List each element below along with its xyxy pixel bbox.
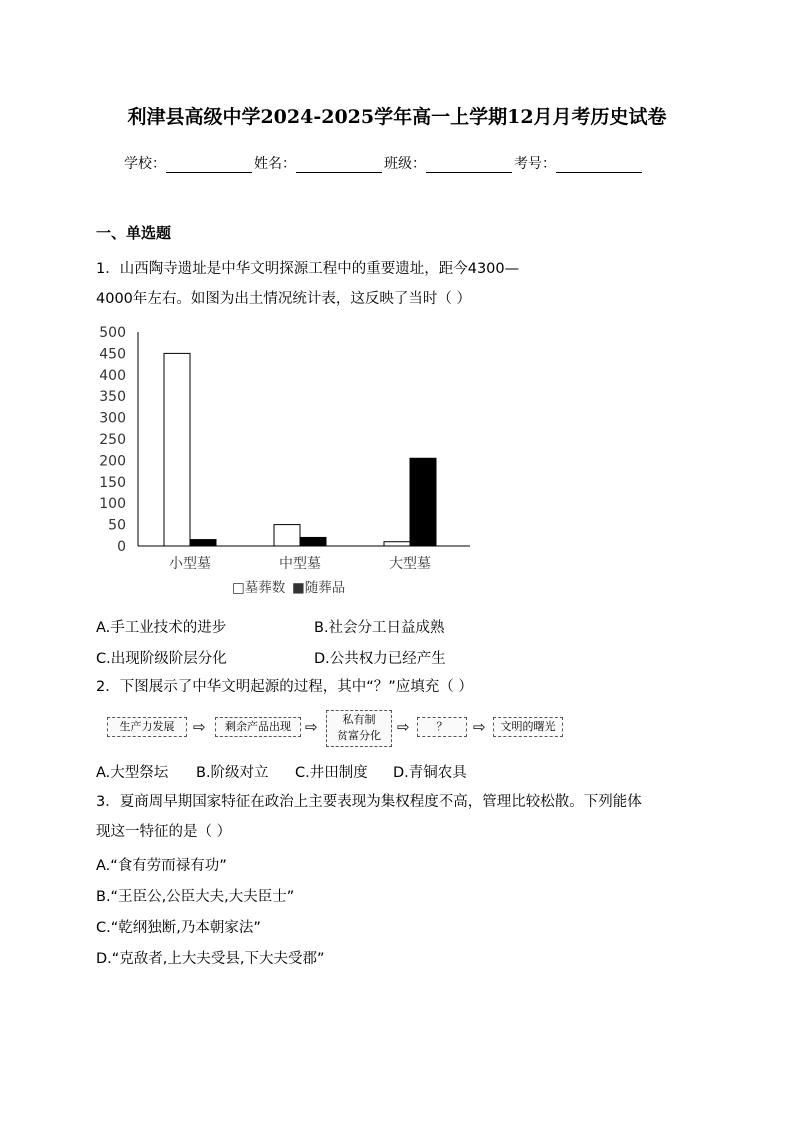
q3-option-b[interactable]: B.“王臣公,公臣大夫,大夫臣士” (96, 889, 295, 905)
q2-option-b[interactable]: B.阶级对立 (196, 765, 269, 781)
flow-step-unknown: ？ (417, 717, 467, 737)
student-info-fields (124, 153, 644, 173)
flow-arrow-icon: ⇨ (473, 718, 486, 736)
y-tick-label: 200 (99, 453, 126, 470)
q1-option-c[interactable]: C.出现阶级阶层分化 (96, 651, 227, 667)
q1-stem-line2: 4000年左右。如图为出土情况统计表，这反映了当时（ ） (96, 291, 472, 307)
x-tick-label: 小型墓 (169, 556, 211, 572)
y-tick-label: 250 (99, 432, 126, 448)
bar-burial-goods (300, 537, 326, 546)
flow-step-private-ownership (326, 710, 392, 747)
q1-stem-line1: 1．山西陶寺遗址是中华文明探源工程中的重要遗址，距今4300— (96, 261, 520, 277)
bar-tomb-count (384, 542, 410, 546)
y-tick-label: 350 (99, 389, 126, 406)
flow-arrow-icon: ⇨ (193, 718, 206, 736)
exam-number-blank[interactable] (556, 156, 642, 173)
y-tick-label: 450 (99, 346, 126, 363)
flow-step-productivity: 生产力发展 (107, 717, 187, 737)
q3-option-c[interactable]: C.“乾纲独断,乃本朝家法” (96, 920, 261, 936)
section-heading: 一、单选题 (96, 224, 172, 242)
class-blank[interactable] (426, 156, 512, 173)
school-label: 学校： (124, 156, 166, 172)
q3-option-d[interactable]: D.“克敌者,上大夫受县,下大夫受郡” (96, 951, 325, 967)
page-title: 利津县高级中学2024-2025学年高一上学期12月月考历史试卷 (127, 106, 667, 128)
flow-step-private-ownership-line1: 私有制 (342, 713, 376, 726)
legend-item: □墓葬数 (232, 580, 286, 596)
flow-step-dawn-of-civilization: 文明的曙光 (493, 717, 563, 737)
y-tick-label: 300 (99, 410, 126, 427)
civilization-origin-flowchart (107, 710, 567, 746)
bar-tomb-count (164, 353, 190, 546)
y-tick-label: 400 (99, 367, 126, 384)
y-tick-label: 100 (99, 496, 126, 513)
flow-step-surplus (215, 717, 301, 737)
x-tick-label: 大型墓 (389, 556, 431, 572)
q3-stem-line1: 3．夏商周早期国家特征在政治上主要表现为集权程度不高，管理比较松散。下列能体 (96, 794, 642, 810)
class-label: 班级： (384, 156, 426, 172)
q2-option-a[interactable]: A.大型祭坛 (96, 765, 169, 781)
flow-arrow-icon: ⇨ (305, 718, 318, 736)
legend-item: ■随葬品 (292, 580, 346, 596)
flow-step-private-ownership-line2: 贫富分化 (337, 729, 381, 742)
name-blank[interactable] (296, 156, 382, 173)
q3-stem-line2: 现这一特征的是（ ） (96, 824, 232, 840)
y-tick-label: 50 (108, 517, 126, 534)
q1-option-b[interactable]: B.社会分工日益成熟 (314, 620, 445, 636)
bar-burial-goods (190, 540, 216, 546)
q3-option-a[interactable]: A.“食有劳而禄有功” (96, 858, 227, 874)
q2-stem: 2．下图展示了中华文明起源的过程，其中“？”应填充（ ） (96, 679, 473, 695)
exam-number-label: 考号： (514, 156, 556, 172)
q2-option-d[interactable]: D.青铜农具 (393, 765, 467, 781)
flow-arrow-icon: ⇨ (397, 718, 410, 736)
q1-option-a[interactable]: A.手工业技术的进步 (96, 620, 227, 636)
y-tick-label: 0 (117, 539, 126, 555)
flow-step-surplus-label: 剩余产品出现 (225, 720, 291, 733)
school-blank[interactable] (166, 156, 252, 173)
tomb-statistics-bar-chart (96, 320, 476, 602)
y-tick-label: 500 (99, 325, 126, 341)
bar-tomb-count (274, 525, 300, 546)
y-tick-label: 150 (99, 474, 126, 491)
name-label: 姓名： (254, 156, 296, 172)
bar-burial-goods (410, 458, 436, 546)
q2-option-c[interactable]: C.井田制度 (295, 765, 368, 781)
q1-option-d[interactable]: D.公共权力已经产生 (314, 651, 446, 667)
x-tick-label: 中型墓 (279, 556, 321, 572)
